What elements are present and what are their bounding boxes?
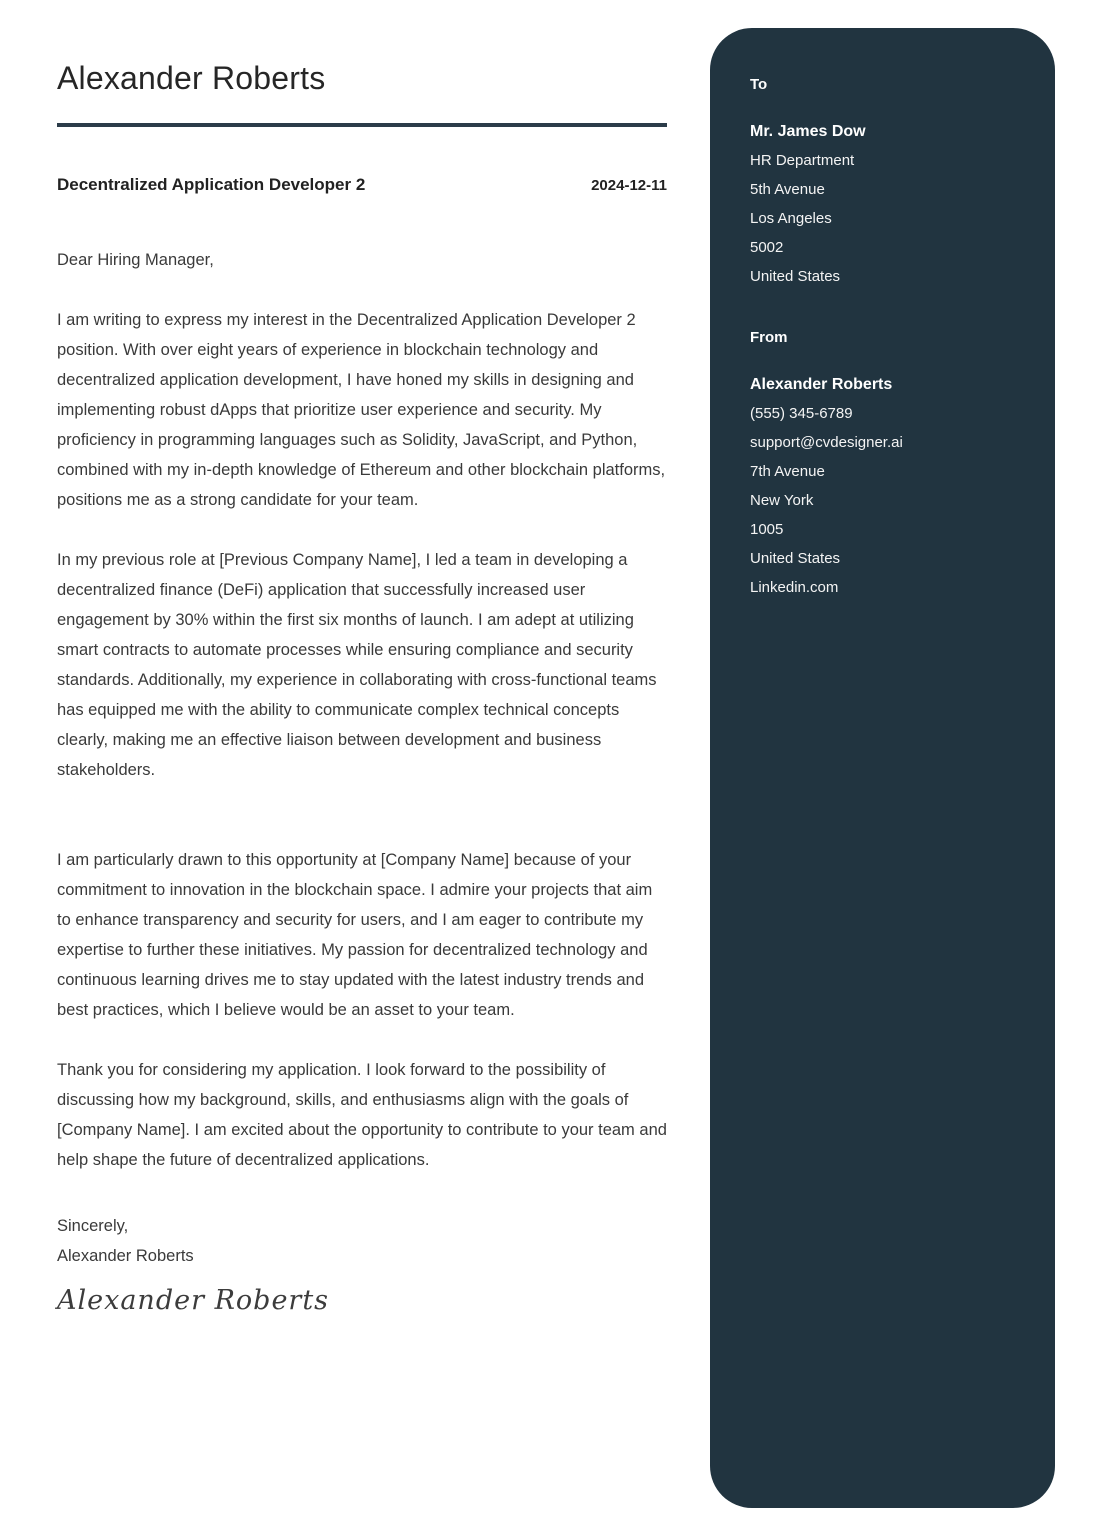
header-divider [57, 123, 667, 127]
job-title: Decentralized Application Developer 2 [57, 175, 366, 194]
letter-main-column [57, 0, 667, 1316]
recipient-city: Los Angeles [750, 210, 832, 227]
letter-paragraph: In my previous role at [Previous Company Name], I led a team in developing a decentralized finance (DeFi) application that successfully increased user engagement by 30% within the first six months of launch. I am adept at utilizing smart contracts to automate processes while ensuring compliance and security standards. Additionally, my experience in collaborating with cross-functional teams has equipped me with the ability to communicate complex technical concepts clearly, making me an effective liaison between development and business stakeholders. [57, 551, 657, 779]
to-label: To [750, 76, 768, 93]
closing-block [57, 1211, 667, 1271]
handwritten-signature: Alexander Roberts [57, 1285, 330, 1316]
recipient-zip: 5002 [750, 239, 784, 256]
contact-sidebar [710, 28, 1055, 1508]
sender-country: United States [750, 550, 841, 567]
salutation: Dear Hiring Manager, [57, 251, 214, 269]
closing-name: Alexander Roberts [57, 1247, 194, 1265]
recipient-department: HR Department [750, 152, 855, 169]
sender-phone: (555) 345-6789 [750, 405, 853, 422]
recipient-country: United States [750, 268, 841, 285]
sender-linkedin: Linkedin.com [750, 579, 839, 596]
job-title-row [57, 175, 667, 195]
sender-city: New York [750, 492, 814, 509]
letter-paragraph: Thank you for considering my application. I look forward to the possibility of discussing how my background, skills, and enthusiasms align with the goals of [Company Name]. I am excited about the opportunity to contribute to your team and help shape the future of decentralized applications. [57, 1061, 667, 1169]
sender-section [750, 329, 1015, 602]
recipient-name: Mr. James Dow [750, 123, 866, 140]
recipient-section [750, 76, 1015, 291]
sender-email: support@cvdesigner.ai [750, 434, 903, 451]
from-label: From [750, 329, 788, 346]
closing-word: Sincerely, [57, 1217, 129, 1235]
letter-date: 2024-12-11 [591, 177, 667, 194]
letter-paragraph: I am writing to express my interest in the Decentralized Application Developer 2 position. With over eight years of experience in blockchain technology and decentralized application development, I have honed my skills in designing and implementing robust dApps that prioritize user experience and security. My proficiency in programming languages such as Solidity, JavaScript, and Python, combined with my in-depth knowledge of Ethereum and other blockchain platforms, positions me as a strong candidate for your team. [57, 311, 666, 509]
sender-street: 7th Avenue [750, 463, 825, 480]
recipient-street: 5th Avenue [750, 181, 825, 198]
candidate-name-heading: Alexander Roberts [57, 60, 326, 96]
letter-paragraph: I am particularly drawn to this opportunity at [Company Name] because of your commitment to innovation in the blockchain space. I admire your projects that aim to enhance transparency and security for users, and I am eager to contribute my expertise to further these initiatives. My passion for decentralized technology and continuous learning drives me to stay updated with the latest industry trends and best practices, which I believe would be an asset to your team. [57, 851, 653, 1019]
sender-name: Alexander Roberts [750, 376, 893, 393]
sender-zip: 1005 [750, 521, 784, 538]
